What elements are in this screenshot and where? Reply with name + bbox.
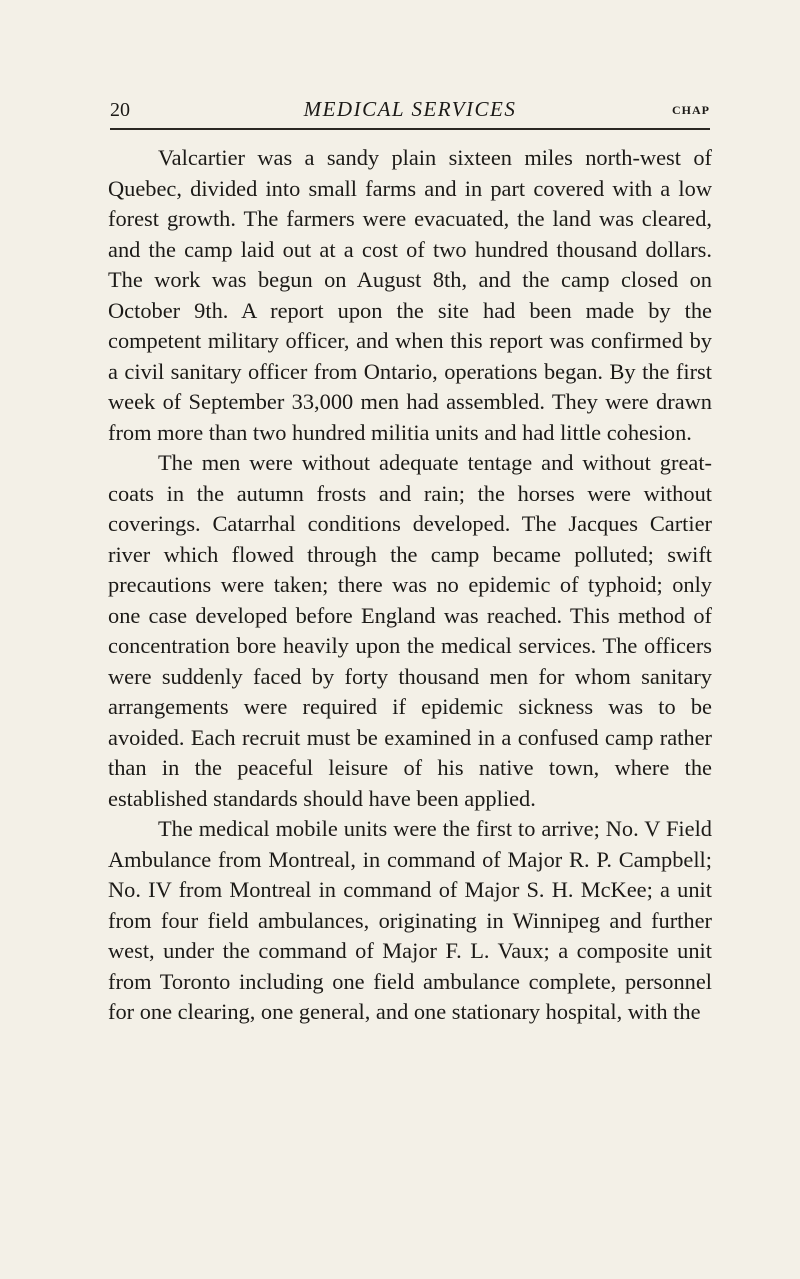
page-number: 20 xyxy=(110,99,130,121)
header-rule xyxy=(110,128,710,130)
body-text xyxy=(108,143,712,1028)
running-head xyxy=(110,95,710,125)
paragraph-3: The medical mobile units were the first to arrive; No. V Field Ambulance from Montreal, in command of Major R. P. Campbell; No. IV from Montreal in command of Major S. H. McKee; a unit from four field ambulances, originating in Winnipeg and further west, under the command of Major F. L. Vaux; a composite unit from Toronto including one field ambulance complete, personnel for one clearing, one general, and one stationary hospital, with the xyxy=(108,816,712,1024)
running-title: MEDICAL SERVICES xyxy=(303,97,517,121)
chapter-mark: CHAP xyxy=(672,103,710,117)
paragraph-2: The men were without adequate tentage and without great-coats in the autumn frosts and rain; the horses were without coverings. Catarrhal conditions developed. The Jacques Cartier river which flowed through the camp became polluted; swift precautions were taken; there was no epidemic of typhoid; only one case developed before England was reached. This method of concentration bore heavily upon the medical services. The officers were suddenly faced by forty thousand men for whom sanitary arrangements were required if epidemic sickness was to be avoided. Each recruit must be examined in a confused camp rather than in the peaceful leisure of his native town, where the established standards should have been applied. xyxy=(108,450,712,811)
paragraph-1: Valcartier was a sandy plain sixteen miles north-west of Quebec, divided into small farms and in part covered with a low forest growth. The farmers were evacuated, the land was cleared, and the camp laid out at a cost of two hundred thousand dollars. The work was begun on August 8th, and the camp closed on October 9th. A report upon the site had been made by the competent military officer, and when this report was confirmed by a civil sanitary officer from Ontario, operations began. By the first week of September 33,000 men had assembled. They were drawn from more than two hundred militia units and had little cohesion. xyxy=(108,145,712,445)
